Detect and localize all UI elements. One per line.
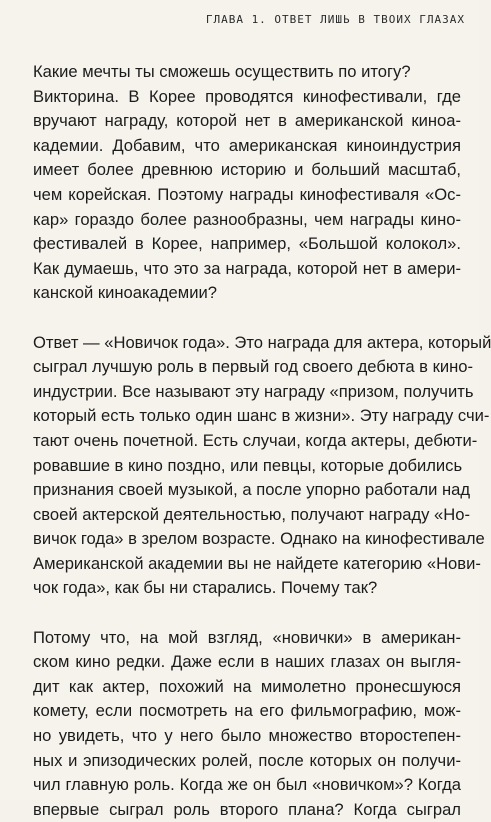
paragraph <box>33 626 461 822</box>
text-line: признания своей музыкой, а после упорно работали над <box>33 480 471 500</box>
text-line: кар» гораздо более разнообразны, чем награды кино- <box>33 209 461 229</box>
text-line: имеет более древнюю историю и больший масштаб, <box>33 160 461 180</box>
paragraph <box>33 60 461 85</box>
paragraph <box>33 85 461 306</box>
text-line: кадемии. Добавим, что американская киноиндустрия <box>33 135 461 155</box>
text-line: ных и эпизодических ролей, после которых он получи- <box>33 750 461 770</box>
text-line: сыграл лучшую роль в первый год своего дебюта в кино- <box>33 357 474 377</box>
text-line: чок года», как бы ни старались. Почему так? <box>33 578 378 598</box>
paragraph-gap <box>33 601 461 626</box>
text-line: комету, если посмотреть на его фильмографию, мож- <box>33 701 461 721</box>
paragraph-gap <box>33 306 461 331</box>
paragraph <box>33 331 491 602</box>
text-line: ском кино редки. Даже если в наших глазах он выгля- <box>33 652 461 672</box>
text-line: канской киноакадемии? <box>33 283 217 303</box>
text-line: вручают награду, которой нет в американской киноа- <box>33 111 461 131</box>
text-line: но увидеть, что у него было множество второстепен- <box>33 726 461 746</box>
text-line: Викторина. В Корее проводятся кинофестивали, где <box>33 86 461 106</box>
text-line: ровавшие в кино поздно, или певцы, которые добились <box>33 455 463 475</box>
text-line: вичок года» в зрелом возрасте. Однако на кинофестивале <box>33 529 485 549</box>
text-line: чем корейская. Поэтому награды кинофестиваля «Ос- <box>33 184 461 204</box>
text-line: своей актерской деятельностью, получают награду «Но- <box>33 504 471 524</box>
text-line: впервые сыграл роль второго плана? Когда сыграл <box>33 799 461 819</box>
text-line: дит как актер, похожий на мимолетно пронесшуюся <box>33 676 461 696</box>
page-body <box>33 60 491 822</box>
text-line: индустрии. Все называют эту награду «призом, получить <box>33 381 474 401</box>
text-line: Ответ — «Новичок года». Это награда для актера, который <box>33 332 491 352</box>
text-line: Потому что, на мой взгляд, «новички» в американ- <box>33 627 461 647</box>
text-line: фестивалей в Корее, например, «Большой колокол». <box>33 234 461 254</box>
text-line: Какие мечты ты сможешь осуществить по итогу? <box>33 62 411 81</box>
text-line: Как думаешь, что это за награда, которой нет в амери- <box>33 258 461 278</box>
text-line: Американской академии вы не найдете категорию «Нови- <box>33 553 481 573</box>
text-line: который есть только один шанс в жизни». Эту награду счи- <box>33 406 490 426</box>
text-line: чил главную роль. Когда же он был «новичком»? Когда <box>33 775 461 795</box>
running-header: ГЛАВА 1. ОТВЕТ ЛИШЬ В ТВОИХ ГЛАЗАХ <box>205 13 465 26</box>
text-line: тают очень почетной. Есть случаи, когда актеры, дебюти- <box>33 430 478 450</box>
